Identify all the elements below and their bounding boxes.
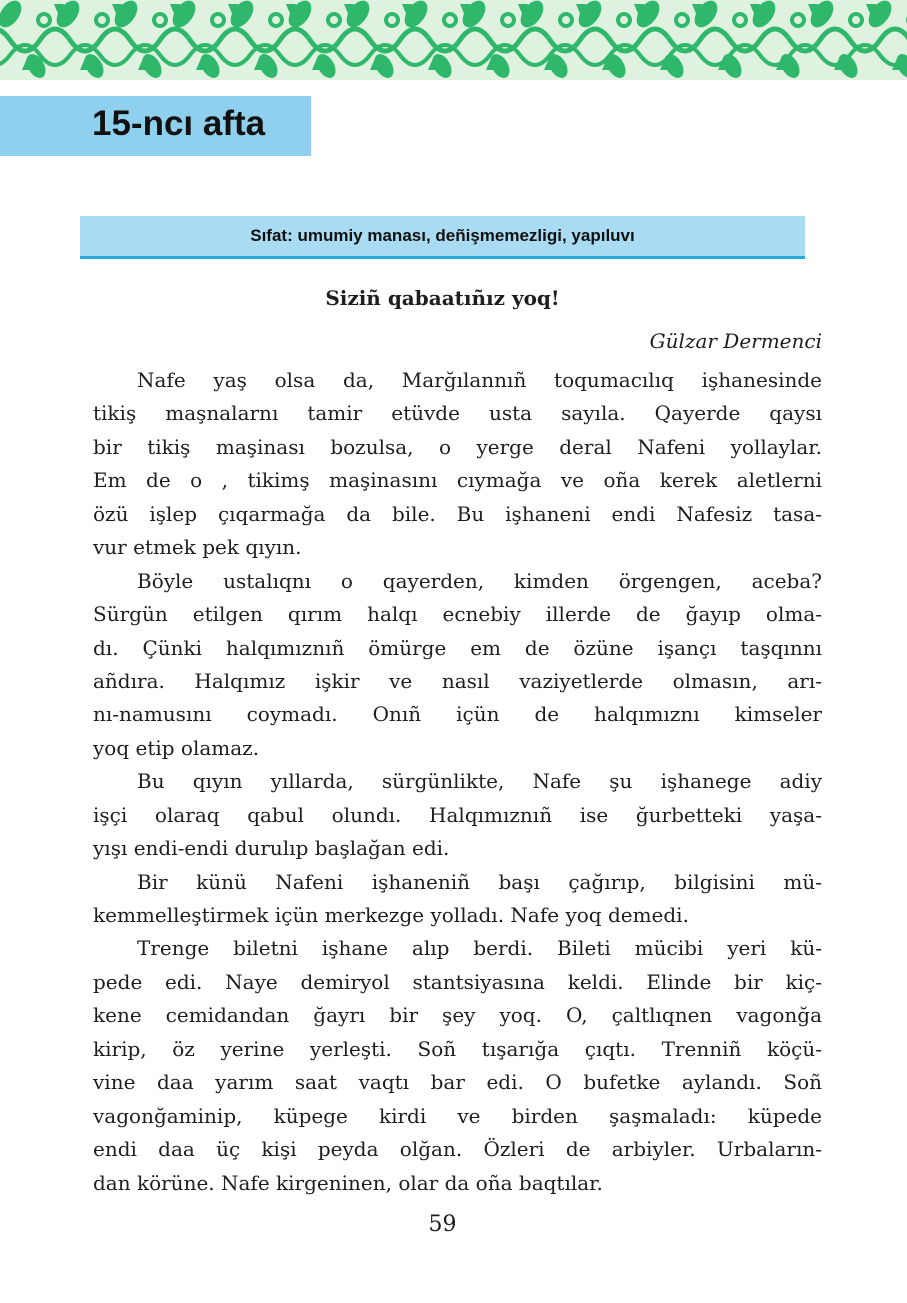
text-line: yoq etip olamaz. <box>93 735 260 760</box>
text-line: özü işlep çıqarmağa da bile. Bu işhaneni endi Nafesiz tasa- <box>93 501 822 526</box>
text-line: bir tikiş maşinası bozulsa, o yerge deral Nafeni yollaylar. <box>93 434 822 459</box>
topic-bar <box>80 216 805 259</box>
text-line: yışı endi-endi durulıp başlağan edi. <box>93 836 450 861</box>
text-line: dı. Çünki halqımıznıñ ömürge em de özüne işançı taşqınnı <box>93 635 822 660</box>
text-line: Em de o , tikimş maşinasını cıymağa ve oña kerek aletlerni <box>93 468 822 493</box>
decorative-banner <box>0 0 907 80</box>
text-line: pede edi. Naye demiryol stantsiyasına keldi. Elinde bir kiç- <box>93 969 822 994</box>
paragraph <box>93 565 822 766</box>
text-line: vur etmek pek qıyın. <box>93 535 302 560</box>
story-title: Siziñ qabaatıñız yoq! <box>325 286 560 310</box>
text-line: kirip, öz yerine yerleşti. Soñ tışarığa çıqtı. Trenniñ köçü- <box>93 1036 822 1061</box>
text-line: işçi olaraq qabul olundı. Halqımıznıñ ise ğurbetteki yaşa- <box>93 802 822 827</box>
text-line: Trenge biletni işhane alıp berdi. Bileti mücibi yeri kü- <box>137 936 822 961</box>
text-line: Bir künü Nafeni işhaneniñ başı çağırıp, bilgisini mü- <box>137 869 822 894</box>
week-title: 15-ncı afta <box>92 104 266 143</box>
text-line: dan körüne. Nafe kirgeninen, olar da oña baqtılar. <box>93 1170 603 1195</box>
text-line: Sürgün etilgen qırım halqı ecnebiy illerde de ğayıp olma- <box>93 602 822 627</box>
text-line: kemmelleştirmek içün merkezge yolladı. Nafe yoq demedi. <box>93 903 689 927</box>
text-line: Nafe yaş olsa da, Marğılannıñ toqumacılıq işhanesinde <box>137 368 822 392</box>
text-line: añdıra. Halqımız işkir ve nasıl vaziyetlerde olmasın, arı- <box>93 668 822 693</box>
text-line: vine daa yarım saat vaqtı bar edi. O bufetke aylandı. Soñ <box>93 1070 822 1095</box>
text-line: tikiş maşnalarnı tamir etüvde usta sayıla. Qayerde qaysı <box>93 401 822 426</box>
paragraph <box>93 866 822 933</box>
text-line: kene cemidandan ğayrı bir şey yoq. O, çaltlıqnen vagonğa <box>93 1003 822 1028</box>
text-line: Bu qıyın yıllarda, sürgünlikte, Nafe şu işhanege adiy <box>137 769 822 794</box>
paragraph <box>93 932 822 1200</box>
story-author: Gülzar Dermenci <box>649 329 822 353</box>
text-line: nı-namusını coymadı. Onıñ içün de halqımıznı kimseler <box>93 702 822 727</box>
paragraph <box>93 364 822 565</box>
floral-ornament-icon <box>0 0 907 80</box>
text-line: Böyle ustalıqnı o qayerden, kimden örgengen, aceba? <box>137 568 822 593</box>
story-body <box>93 364 822 1200</box>
paragraph <box>93 765 822 865</box>
text-line: endi daa üç kişi peyda olğan. Özleri de arbiyler. Urbaların- <box>93 1137 822 1162</box>
text-line: vagonğaminip, küpege kirdi ve birden şaşmaladı: küpede <box>93 1103 822 1128</box>
topic-text: Sıfat: umumiy manası, deñişmemezligi, yapıluvı <box>250 226 635 245</box>
page-number: 59 <box>428 1212 457 1237</box>
